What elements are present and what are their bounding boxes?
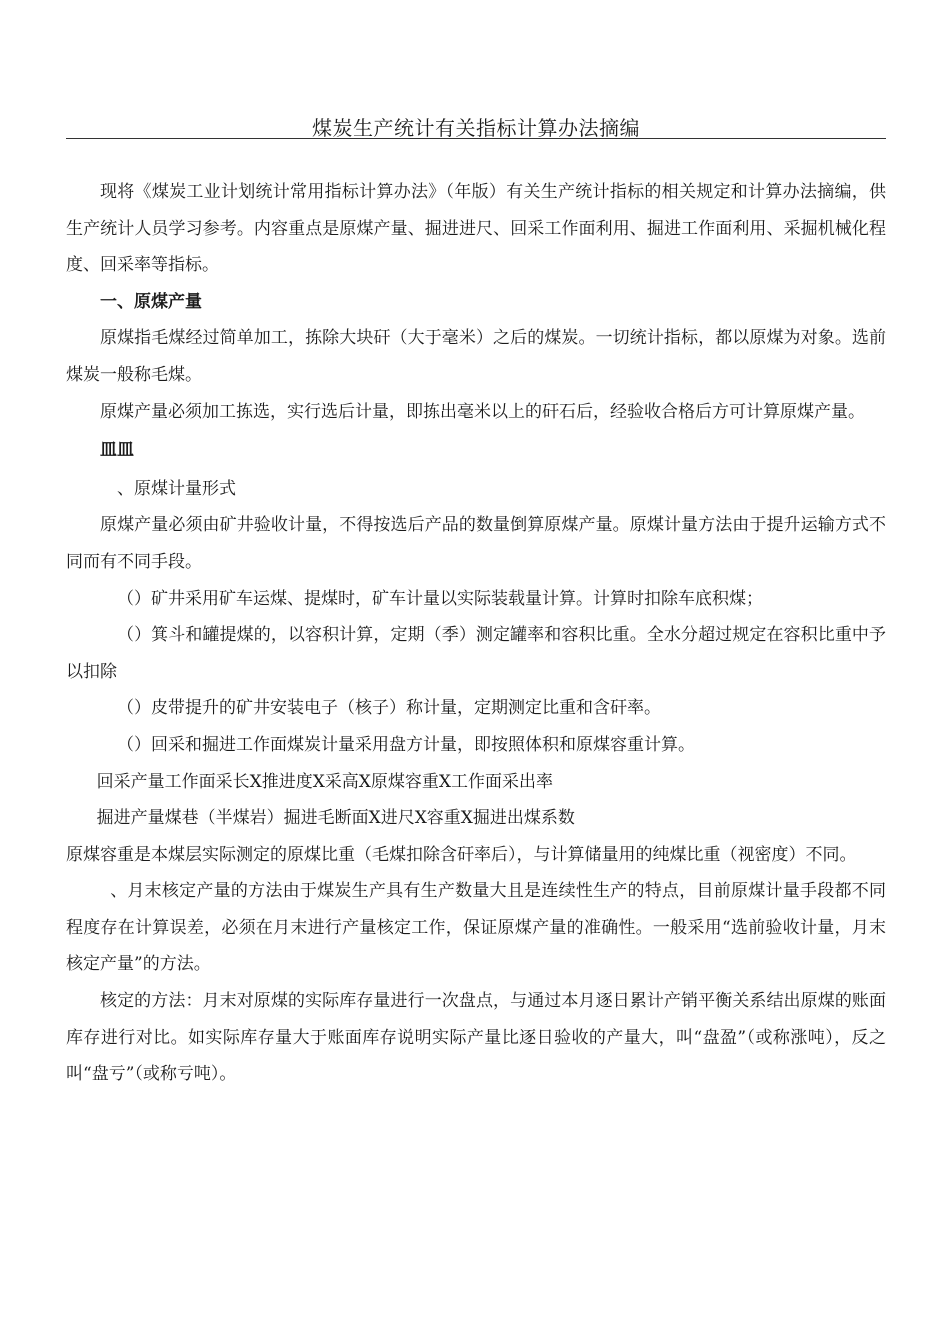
measurement-paragraph: 原煤产量必须由矿井验收计量，不得按选后产品的数量倒算原煤产量。原煤计量方法由于提升运输方式不同而有不同手段。: [66, 515, 886, 572]
definition-paragraph: 原煤指毛煤经过简单加工，拣除大块矸（大于毫米）之后的煤炭。一切统计指标，都以原煤为对象。选前煤炭一般称毛煤。: [66, 328, 886, 385]
list-item: （）矿井采用矿车运煤、提煤时，矿车计量以实际装载量计算。计算时扣除车底积煤；: [117, 588, 763, 609]
density-paragraph: 原煤容重是本煤层实际测定的原煤比重（毛煤扣除含矸率后），与计算储量用的纯煤比重（视密度）不同。: [66, 844, 857, 865]
document-body: [66, 174, 886, 1093]
formula-line: 掘进产量煤巷（半煤岩）掘进毛断面X进尺X容重X掘进出煤系数: [96, 808, 575, 829]
list-item: （）回采和掘进工作面煤炭计量采用盘方计量，即按照体积和原煤容重计算。: [117, 734, 695, 755]
subsection-heading: 、原煤计量形式: [117, 478, 236, 499]
garbled-text: 皿皿: [100, 440, 134, 461]
section-heading: 一、原煤产量: [100, 291, 202, 312]
formula-line: 回采产量工作面采长X推进度X采高X原煤容重X工作面采出率: [96, 771, 554, 792]
intro-paragraph: 现将《煤炭工业计划统计常用指标计算办法》（年版）有关生产统计指标的相关规定和计算办法摘编，供生产统计人员学习参考。内容重点是原煤产量、掘进进尺、回采工作面利用、掘进工作面利用、采掘机械化程度、回采率等指标。: [66, 182, 886, 276]
list-item: （）皮带提升的矿井安装电子（核子）称计量，定期测定比重和含矸率。: [117, 698, 661, 719]
list-item: （）箕斗和罐提煤的，以容积计算，定期（季）测定罐率和容积比重。全水分超过规定在容积比重中予以扣除: [66, 625, 886, 682]
month-end-paragraph: 、月末核定产量的方法由于煤炭生产具有生产数量大且是连续性生产的特点，目前原煤计量手段都不同程度存在计算误差，必须在月末进行产量核定工作，保证原煤产量的准确性。一般采用“选前验收计量，月末核定产量”的方法。: [66, 881, 886, 975]
title-underline: [66, 138, 886, 139]
method-paragraph: 核定的方法：月末对原煤的实际库存量进行一次盘点，与通过本月逐日累计产销平衡关系结出原煤的账面库存进行对比。如实际库存量大于账面库存说明实际产量比逐日验收的产量大，叫“盘盈”（或称涨吨），反之叫“盘亏”（或称亏吨）。: [66, 991, 886, 1085]
document-title: 煤炭生产统计有关指标计算办法摘编: [312, 116, 640, 140]
selection-paragraph: 原煤产量必须加工拣选，实行选后计量，即拣出毫米以上的矸石后，经验收合格后方可计算原煤产量。: [100, 401, 865, 422]
